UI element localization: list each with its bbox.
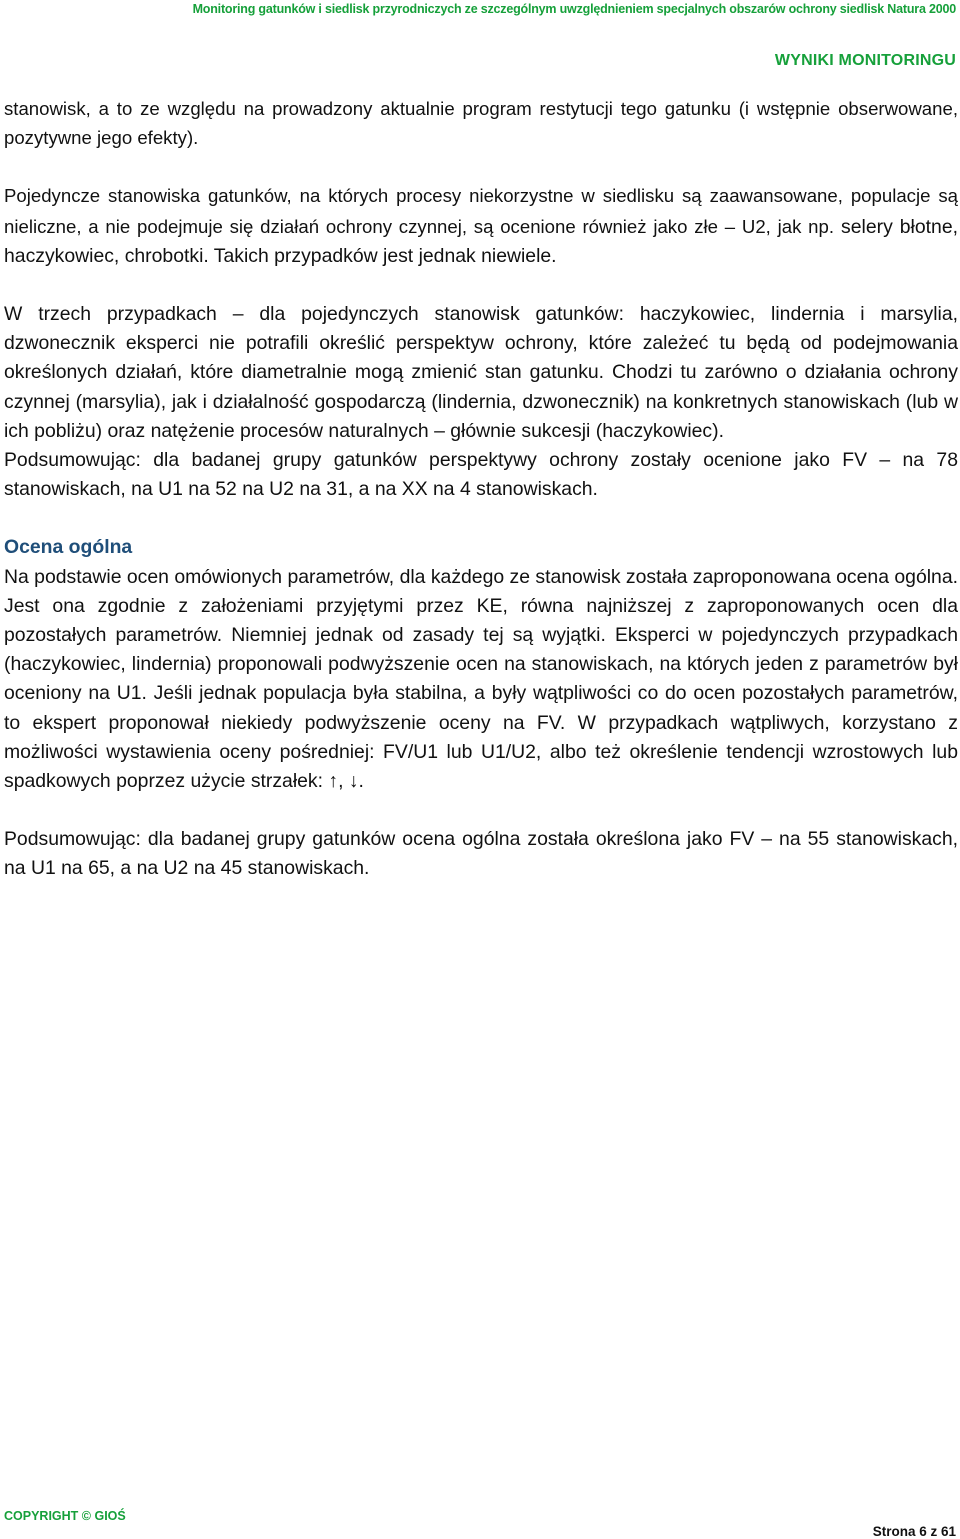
paragraph-overall-assessment: Na podstawie ocen omówionych parametrów, dla każdego ze stanowisk została zaproponowana ocena ogólna. Jest ona zgodnie z założeniami przyjętymi przez KE, równa najniższej z zaproponowanych ocen dla pozostałych parametrów. Niemniej jednak od zasady tej są wyjątki. Eksperci w pojedynczych przypadkach (haczykowiec, lindernia) proponowali podwyższenie ocen na stanowiskach, na których jeden z parametrów był oceniony na U1. Jeśli jednak populacja była stabilna, a były wątpliwości co do ocen pozostałych parametrów, to ekspert proponował niekiedy podwyższenie oceny na FV. W przypadkach wątpliwych, korzystano z możliwości wystawienia oceny pośredniej: FV/U1 lub U1/U2, albo też określenie tendencji wzrostowych lub spadkowych poprzez użycie strzałek: ↑, ↓.: [4, 565, 958, 793]
document-body: [4, 94, 958, 884]
paragraph-poor-sites-part1: Pojedyncze stanowiska gatunków, na których procesy niekorzystne w siedlisku są zaawansowane, populacje są nieliczne, a nie podejmuje się działań ochrony czynnej, są ocenione również jako złe – U2, jak np.: [4, 185, 958, 237]
paragraph-restitution: stanowisk, a to ze względu na prowadzony aktualnie program restytucji tego gatunku (i wstępnie obserwowane, pozytywne jego efekty).: [4, 98, 958, 149]
page-number: Strona 6 z 61: [872, 1524, 956, 1539]
paragraph-overall-summary: Podsumowując: dla badanej grupy gatunków ocena ogólna została określona jako FV – na 55 stanowiskach, na U1 na 65, a na U2 na 45 stanowiskach.: [4, 828, 958, 880]
running-header-title: Monitoring gatunków i siedlisk przyrodniczych ze szczególnym uwzględnieniem specjalnych obszarów ochrony siedlisk Natura 2000: [192, 2, 956, 16]
paragraph-poor-sites-part2: selery błotne, haczykowiec, chrobotki. Takich przypadków jest jednak niewiele.: [4, 215, 958, 267]
paragraph-unknown-prospects: W trzech przypadkach – dla pojedynczych stanowisk gatunków: haczykowiec, lindernia i marsylia, dzwonecznik eksperci nie potrafili określić perspektyw ochrony, które zależeć tu będą od podejmowania określonych działań, które diametralnie mogą zmienić stan gatunku. Chodzi tu zarówno o działania ochrony czynnej (marsylia), jak i działalność gospodarczą (lindernia, dzwonecznik) na konkretnych stanowiskach (lub w ich pobliżu) oraz natężenie procesów naturalnych – głównie sukcesji (haczykowiec).: [4, 303, 958, 442]
paragraph-prospects-summary: Podsumowując: dla badanej grupy gatunków perspektywy ochrony zostały ocenione jako FV – na 78 stanowiskach, na U1 na 52 na U2 na 31, a na XX na 4 stanowiskach.: [4, 449, 958, 501]
paragraph-poor-sites: [4, 181, 958, 271]
section-heading-overall: Ocena ogólna: [4, 536, 133, 559]
footer-copyright: COPYRIGHT © GIOŚ: [4, 1509, 126, 1523]
section-title: WYNIKI MONITORINGU: [774, 52, 956, 69]
